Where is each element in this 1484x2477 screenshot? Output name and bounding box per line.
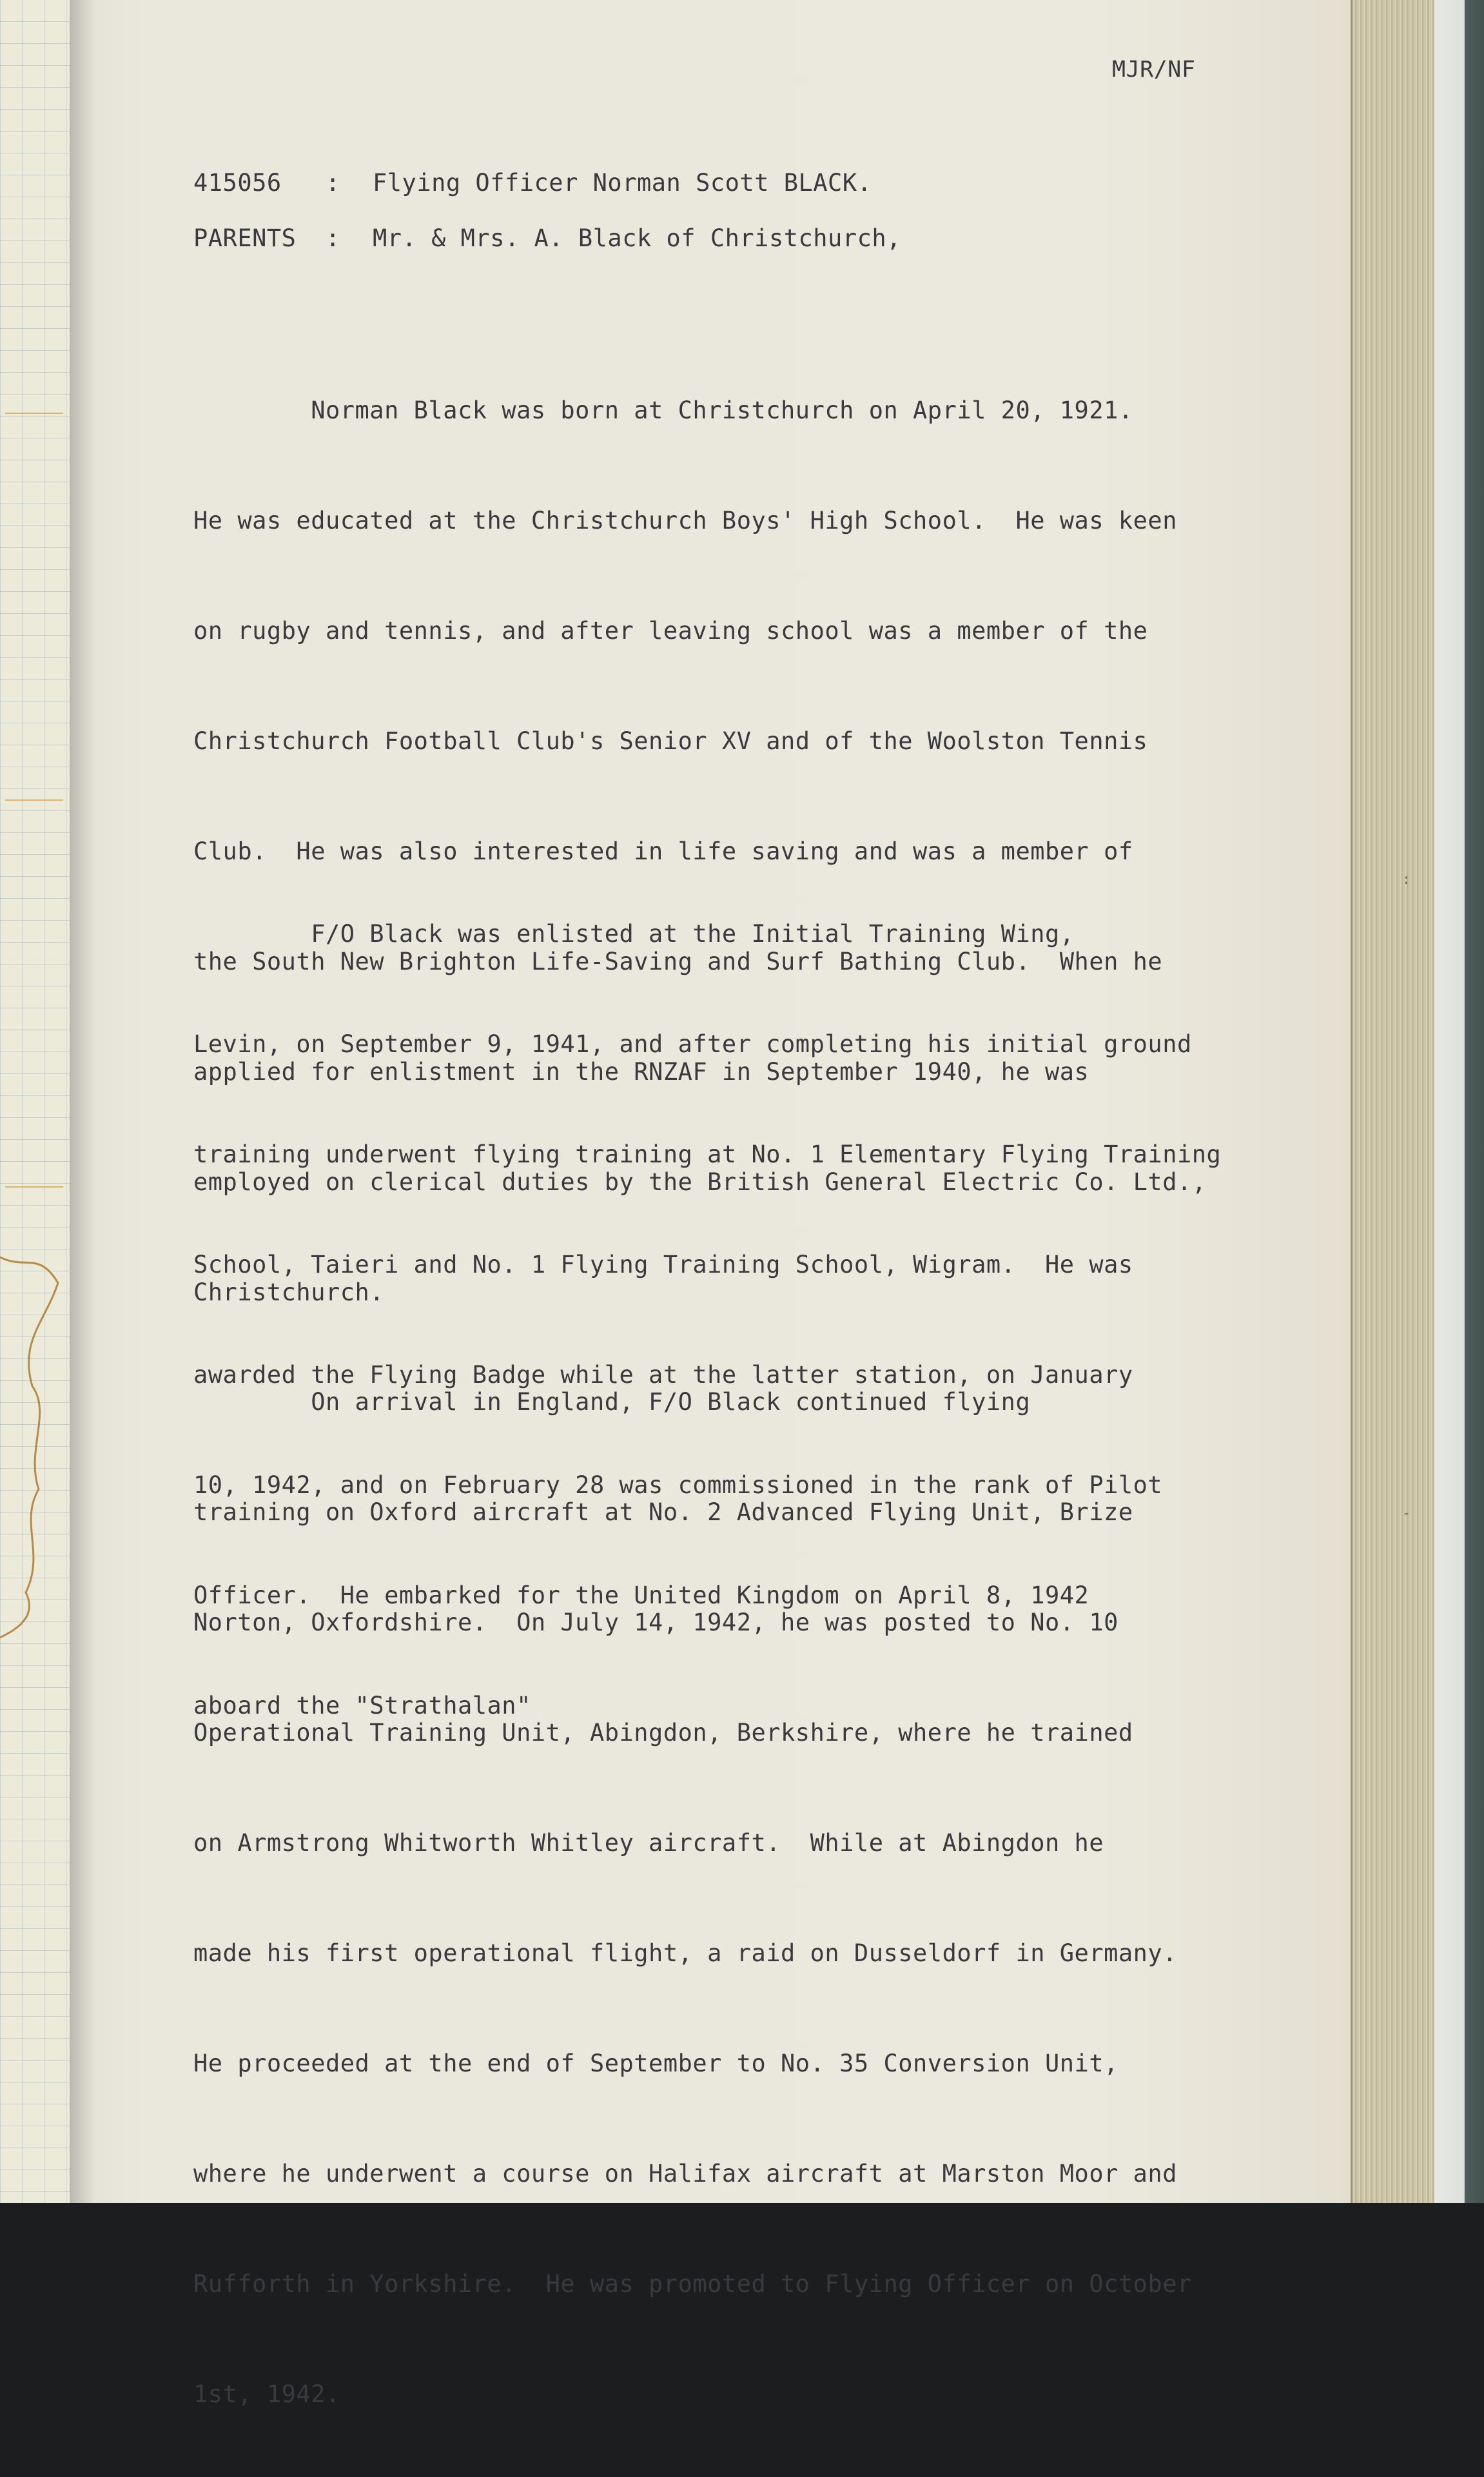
text-line: 10, 1942, and on February 28 was commissioned in the rank of Pilot: [193, 1471, 1163, 1499]
text-line: Norman Black was born at Christchurch on April 20, 1921.: [193, 396, 1133, 424]
page-fold-shadow: [70, 0, 95, 2203]
text-line: on rugby and tennis, and after leaving school was a member of the: [193, 616, 1148, 645]
text-line: Club. He was also interested in life saving and was a member of: [193, 837, 1133, 865]
text-line: Christchurch Football Club's Senior XV and of the Woolston Tennis: [193, 727, 1148, 755]
text-line: He was educated at the Christchurch Boys' High School. He was keen: [193, 506, 1177, 534]
text-line: the South New Brighton Life-Saving and Surf Bathing Club. When he: [193, 947, 1163, 975]
text-line: where he underwent a course on Halifax aircraft at Marston Moor and: [193, 2159, 1177, 2188]
text-line: Christchurch.: [193, 1278, 385, 1306]
map-contour-line: [5, 413, 63, 414]
text-line: employed on clerical duties by the British General Electric Co. Ltd.,: [193, 1168, 1207, 1196]
map-contour-line: [5, 799, 63, 801]
edge-tick-mark: :: [1402, 872, 1411, 888]
officer-name: Flying Officer Norman Scott BLACK.: [373, 169, 872, 197]
adjacent-map-page: [0, 0, 75, 2203]
header-separator: :: [326, 169, 340, 197]
text-line: training on Oxford aircraft at No. 2 Advanced Flying Unit, Brize: [193, 1498, 1133, 1526]
text-line: On arrival in England, F/O Black continued flying: [193, 1387, 1031, 1416]
book-cover-edge: [1434, 0, 1484, 2203]
text-line: He proceeded at the end of September to No. 35 Conversion Unit,: [193, 2049, 1118, 2077]
text-line: 1st, 1942.: [193, 2380, 340, 2408]
text-line: Officer. He embarked for the United Kingdom on April 8, 1942: [193, 1581, 1089, 1609]
text-line: Levin, on September 9, 1941, and after completing his initial ground: [193, 1030, 1192, 1058]
parents-value: Mr. & Mrs. A. Black of Christchurch,: [373, 224, 901, 252]
file-reference: MJR/NF: [1112, 57, 1196, 83]
map-coastline: [0, 1244, 64, 1644]
text-line: on Armstrong Whitworth Whitley aircraft. While at Abingdon he: [193, 1828, 1104, 1857]
text-line: Rufforth in Yorkshire. He was promoted to Flying Officer on October: [193, 2269, 1192, 2298]
map-contour-line: [5, 1186, 63, 1188]
parents-label: PARENTS: [193, 224, 297, 252]
edge-tick-mark: -: [1402, 1505, 1411, 1522]
text-line: aboard the "Strathalan": [193, 1691, 531, 1719]
text-line: F/O Black was enlisted at the Initial Training Wing,: [193, 919, 1075, 948]
text-line: Operational Training Unit, Abingdon, Berkshire, where he trained: [193, 1718, 1133, 1747]
header-separator: :: [326, 224, 340, 252]
text-line: training underwent flying training at No. 1 Elementary Flying Training: [193, 1140, 1222, 1168]
text-line: applied for enlistment in the RNZAF in September 1940, he was: [193, 1057, 1089, 1086]
text-line: Norton, Oxfordshire. On July 14, 1942, he was posted to No. 10: [193, 1608, 1118, 1636]
text-line: School, Taieri and No. 1 Flying Training School, Wigram. He was: [193, 1250, 1133, 1278]
paragraph-england: [193, 1319, 1354, 2477]
text-line: awarded the Flying Badge while at the latter station, on January: [193, 1360, 1133, 1389]
text-line: made his first operational flight, a raid on Dusseldorf in Germany.: [193, 1939, 1177, 1967]
book-page-edges: [1351, 0, 1436, 2203]
service-number: 415056: [193, 169, 282, 197]
